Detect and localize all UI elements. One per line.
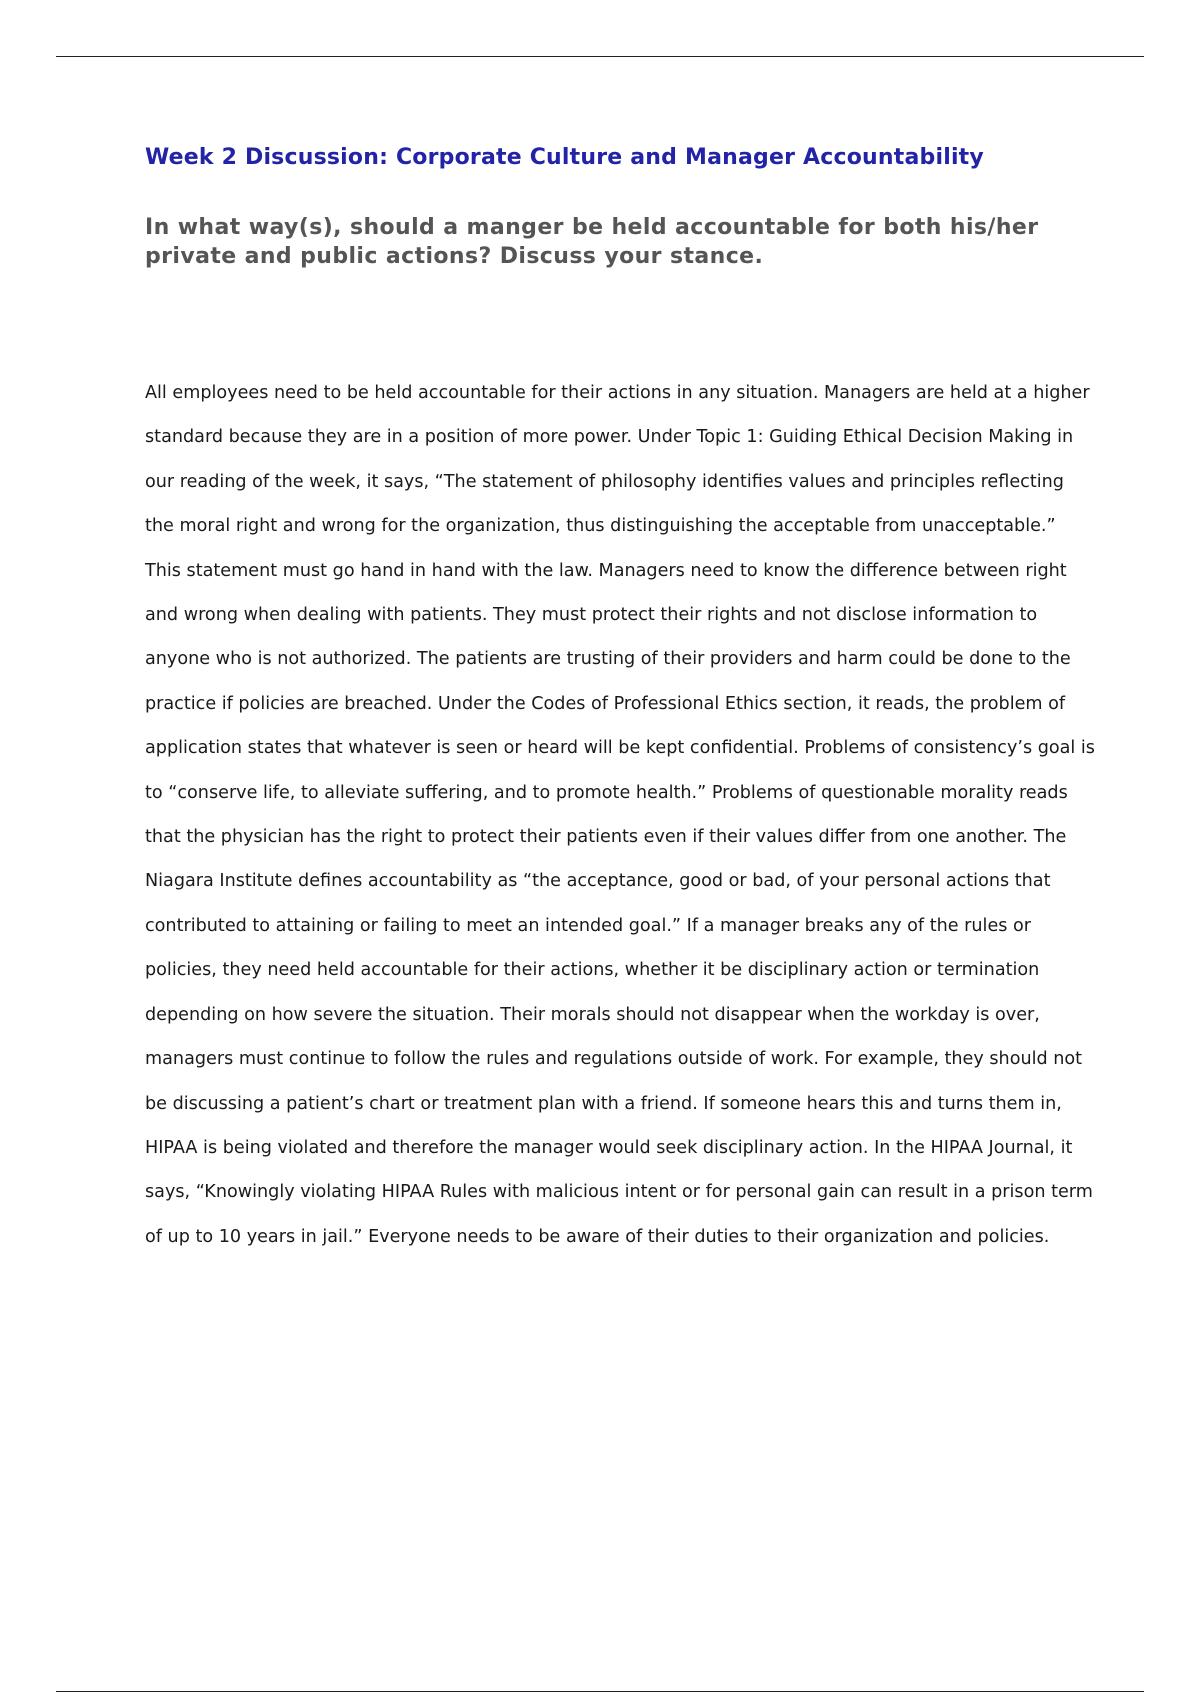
document-title: Week 2 Discussion: Corporate Culture and Manager Accountability <box>145 145 984 170</box>
document-content <box>145 140 1105 1259</box>
response-paragraph: All employees need to be held accountable for their actions in any situation. Managers are held at a higher standard because they are in a position of more power. Under Topic 1: Guiding Ethical Decision Making in our reading of the week, it says, “The statement of philosophy identifies values and principles reflecting the moral right and wrong for the organization, thus distinguishing the acceptable from unacceptable.” This statement must go hand in hand with the law. Managers need to know the difference between right and wrong when dealing with patients. They must protect their rights and not disclose information to anyone who is not authorized. The patients are trusting of their providers and harm could be done to the practice if policies are breached. Under the Codes of Professional Ethics section, it reads, the problem of application states that whatever is seen or heard will be kept confidential. Problems of consistency’s goal is to “conserve life, to alleviate suffering, and to promote health.” Problems of questionable morality reads that the physician has the right to protect their patients even if their values differ from one another. The Niagara Institute defines accountability as “the acceptance, good or bad, of your personal actions that contributed to attaining or failing to meet an intended goal.” If a manager breaks any of the rules or policies, they need held accountable for their actions, whether it be disciplinary action or termination depending on how severe the situation. Their morals should not disappear when the workday is over, managers must continue to follow the rules and regulations outside of work. For example, they should not be discussing a patient’s chart or treatment plan with a friend. If someone hears this and turns them in, HIPAA is being violated and therefore the manager would seek disciplinary action. In the HIPAA Journal, it says, “Knowingly violating HIPAA Rules with malicious intent or for personal gain can result in a prison term of up to 10 years in jail.” Everyone needs to be aware of their duties to their organization and policies. <box>145 383 1095 1247</box>
bottom-divider <box>56 1691 1144 1692</box>
top-divider <box>56 56 1144 57</box>
discussion-question: In what way(s), should a manger be held accountable for both his/her private and public actions? Discuss your stance. <box>145 215 1039 269</box>
